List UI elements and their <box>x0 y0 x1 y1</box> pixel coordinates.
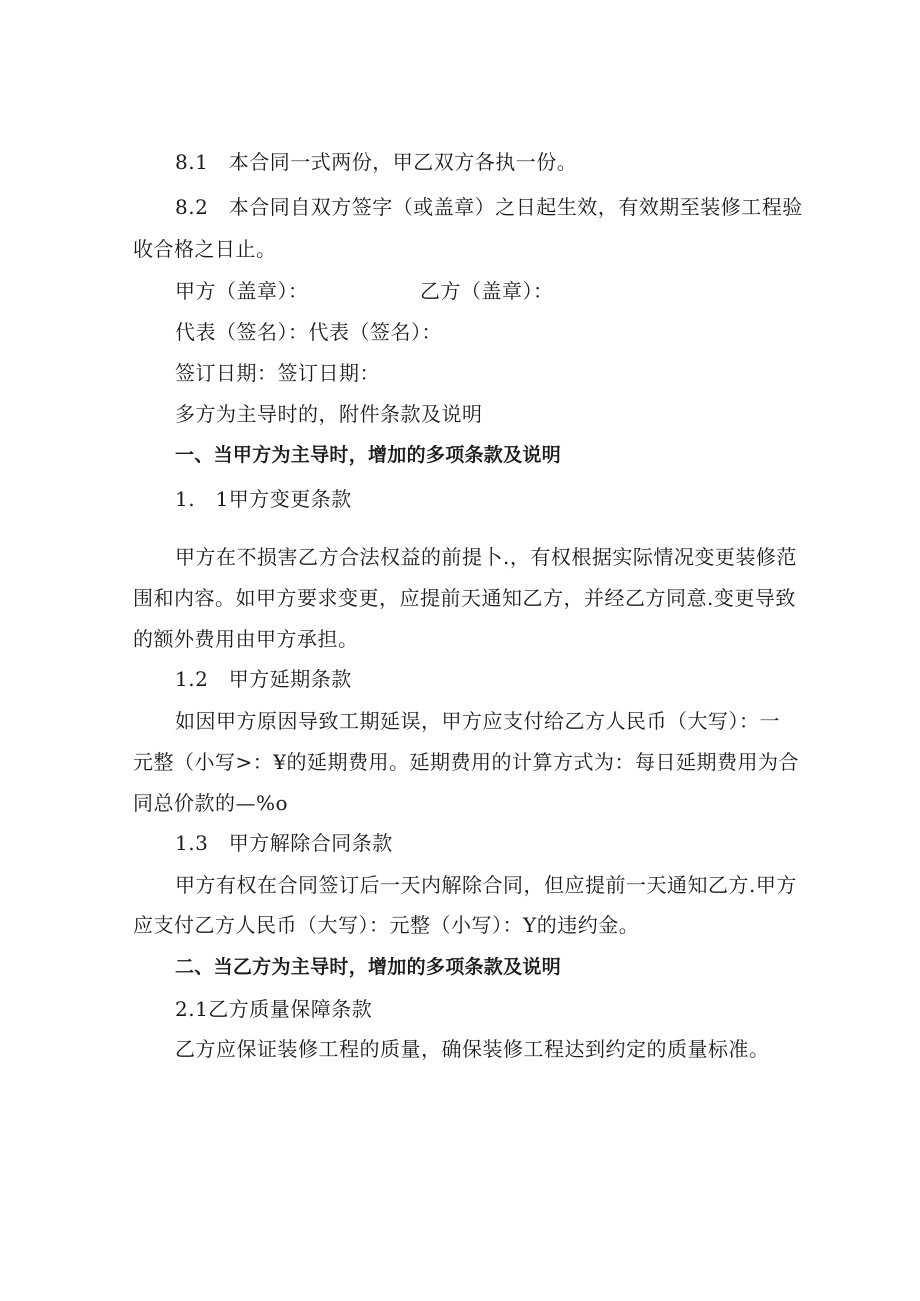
item-1-3-body-line-2: 应支付乙方人民币（大写）：元整（小写）：Y的违约金。 <box>133 913 640 937</box>
clause-8-1: 8.1 本合同一式两份，甲乙双方各执一份。 <box>175 150 578 174</box>
item-1-3-body-line-1: 甲方有权在合同签订后一天内解除合同，但应提前一天通知乙方.甲方 <box>175 873 797 897</box>
item-1-1-title: 1. 1甲方变更条款 <box>175 487 352 511</box>
item-1-1-body-line-2: 围和内容。如甲方要求变更，应提前天通知乙方，并经乙方同意.变更导致 <box>133 586 796 610</box>
clause-8-2-line-2: 收合格之日止。 <box>133 237 277 261</box>
attachment-intro: 多方为主导时的，附件条款及说明 <box>175 402 483 426</box>
party-b-seal-label: 乙方（盖章）： <box>420 279 554 303</box>
section-1-heading: 一、当甲方为主导时，增加的多项条款及说明 <box>175 444 562 466</box>
clause-8-2-line-1: 8.2 本合同自双方签字（或盖章）之日起生效，有效期至装修工程验 <box>175 195 803 219</box>
item-1-2-body-line-1: 如因甲方原因导致工期延误，甲方应支付给乙方人民币（大写）：一 <box>175 709 780 733</box>
section-2-heading: 二、当乙方为主导时，增加的多项条款及说明 <box>175 956 562 978</box>
item-1-2-title: 1.2 甲方延期条款 <box>175 667 352 691</box>
item-1-2-body-line-2: 元整（小写>：¥的延期费用。延期费用的计算方式为：每日延期费用为合 <box>133 750 799 774</box>
item-1-3-title: 1.3 甲方解除合同条款 <box>175 831 393 855</box>
item-1-1-body-line-3: 的额外费用由甲方承担。 <box>133 627 359 651</box>
item-2-1-title: 2.1乙方质量保障条款 <box>175 997 373 1021</box>
item-1-2-body-line-3: 同总价款的—%o <box>133 791 289 815</box>
party-a-seal-label: 甲方（盖章）： <box>175 279 309 303</box>
item-1-1-body-line-1: 甲方在不损害乙方合法权益的前提卜.，有权根据实际情况变更装修范 <box>175 545 797 569</box>
item-2-1-body: 乙方应保证装修工程的质量，确保装修工程达到约定的质量标准。 <box>175 1037 770 1061</box>
representatives-signature-line: 代表（签名）：代表（签名）： <box>175 320 442 344</box>
sign-dates-line: 签订日期：签订日期： <box>175 361 380 385</box>
